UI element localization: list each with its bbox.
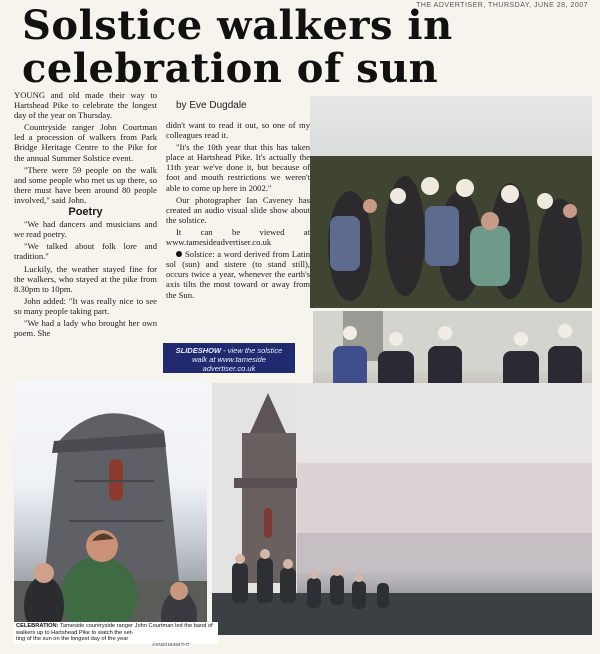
subhead: Poetry	[68, 206, 103, 219]
paragraph: Our photographer Ian Caveney has created an audio visual slide show about the solstice.	[166, 194, 310, 225]
paragraph: Countryside ranger John Courtman led a procession of walkers from Park Bridge Heritage Centre to the Pike for the annual Summer Solstice event.	[14, 122, 157, 163]
caption-text-2: ting of the sun on the longest day of the year	[16, 636, 129, 642]
paragraph: "We had dancers and musicians and we read poetry.	[14, 219, 157, 240]
bullet-icon	[176, 251, 182, 257]
slideshow-text: - view the solstice walk at www.tameside advertiser.co.uk	[192, 346, 283, 373]
photo-tower-ranger-image	[14, 381, 207, 641]
photo-tower-sunset	[212, 383, 592, 635]
headline: Solstice walkers in celebration of sun	[22, 2, 453, 92]
article-column-2	[166, 120, 310, 302]
byline: by Eve Dugdale	[176, 100, 247, 111]
paragraph: It can be viewed at www.tamesideadvertiser.co.uk	[166, 226, 310, 248]
slideshow-box[interactable]	[163, 343, 295, 373]
paragraph: Luckily, the weather stayed fine for the walkers, who stayed at the pike from 8.30pm to 10pm.	[14, 263, 157, 294]
paragraph: John added: "It was really nice to see so many people taking part.	[14, 295, 157, 316]
slideshow-label: SLIDESHOW	[175, 346, 222, 355]
caption-text: Tameside countryside ranger John Courtman led the band of walkers up to Hartshead Pike to watch the set-	[16, 623, 213, 636]
masthead-date-line: THE ADVERTISER, THURSDAY, JUNE 28, 2007	[416, 2, 588, 9]
paragraph: "It's the 10th year that this has taken place at Hartshead Pike. It's actually the 11th year we've done it, but because of foot and mouth restrictions we weren't able to come up here in 2002."	[166, 142, 310, 193]
paragraph: "We talked about folk lore and tradition."	[14, 241, 157, 262]
photo-tower-ranger	[14, 381, 207, 641]
photo-crowd	[310, 96, 592, 308]
photo-credit: ASN20164947HT	[152, 643, 190, 648]
caption-label: CELEBRATION:	[16, 623, 59, 629]
definition	[166, 249, 310, 299]
paragraph: YOUNG and old made their way to Hartshead Pike to celebrate the longest day of the year on Thursday.	[14, 90, 157, 121]
paragraph: didn't want to read it out, so one of my colleagues read it.	[166, 120, 310, 141]
photo-tower-sunset-image	[212, 383, 592, 635]
paragraph: "There were 59 people on the walk and some people who met us up there, so there must have been around 80 people involved," said John.	[14, 164, 157, 205]
article-column-1	[14, 90, 157, 340]
definition-text: Solstice: a word derived from Latin sol (sun) and sistere (to stand still), occurs twice a year, whenever the earth's axis tilts the most toward or away from the Sun.	[166, 249, 310, 300]
paragraph: "We had a lady who brought her own poem. She	[14, 317, 157, 339]
photo-caption	[14, 622, 218, 644]
photo-crowd-image	[310, 96, 592, 308]
